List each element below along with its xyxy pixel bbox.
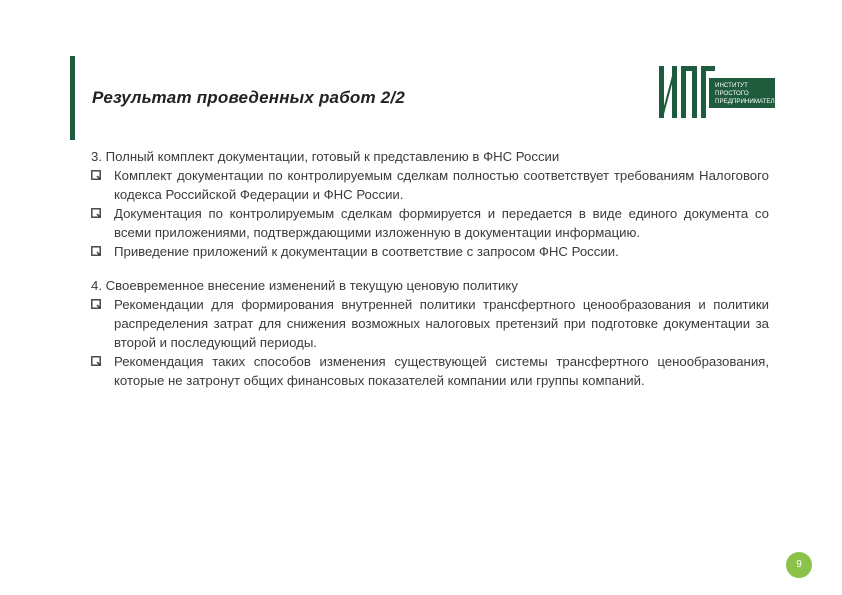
page-number-badge: 9 — [786, 552, 812, 578]
list-item — [91, 295, 769, 352]
list-item — [91, 166, 769, 204]
bullet-text: Комплект документации по контролируемым сделкам полностью соответствует требованиям Налогового кодекса Российской Федерации и ФНС России. — [114, 168, 769, 202]
bullet-text: Рекомендация таких способов изменения существующей системы трансфертного ценообразования, которые не затронут общих финансовых показателей компании или группы компаний. — [114, 354, 769, 388]
checkbox-bullet-icon — [91, 299, 101, 309]
list-item — [91, 204, 769, 242]
bullet-text: Рекомендации для формирования внутренней политики трансфертного ценообразования и политики распределения затрат для снижения возможных налоговых претензий при подготовке документации за второй и последующий периоды. — [114, 297, 769, 350]
page-title: Результат проведенных работ 2/2 — [92, 88, 405, 107]
checkbox-bullet-icon — [91, 170, 101, 180]
company-logo — [657, 62, 795, 122]
bullet-list — [91, 295, 769, 390]
logo-line-1: ИНСТИТУТ — [715, 82, 748, 89]
section-heading: 4. Своевременное внесение изменений в текущую ценовую политику — [91, 278, 518, 293]
checkbox-bullet-icon — [91, 246, 101, 256]
checkbox-bullet-icon — [91, 356, 101, 366]
bullet-list — [91, 166, 769, 261]
list-item — [91, 242, 769, 261]
slide-content — [91, 147, 769, 390]
logo-line-2: ПРОСТОГО — [715, 90, 749, 97]
section-heading: 3. Полный комплект документации, готовый к представлению в ФНС России — [91, 149, 560, 164]
checkbox-bullet-icon — [91, 208, 101, 218]
section-4 — [91, 276, 769, 390]
title-accent-bar — [70, 56, 75, 140]
bullet-text: Приведение приложений к документации в соответствие с запросом ФНС России. — [114, 244, 619, 259]
section-3 — [91, 147, 769, 261]
list-item — [91, 352, 769, 390]
bullet-text: Документация по контролируемым сделкам формируется и передается в виде единого документа со всеми приложениями, подтверждающими изложенную в документации информацию. — [114, 206, 769, 240]
logo-line-3: ПРЕДПРИНИМАТЕЛЬСТВА — [715, 98, 795, 105]
